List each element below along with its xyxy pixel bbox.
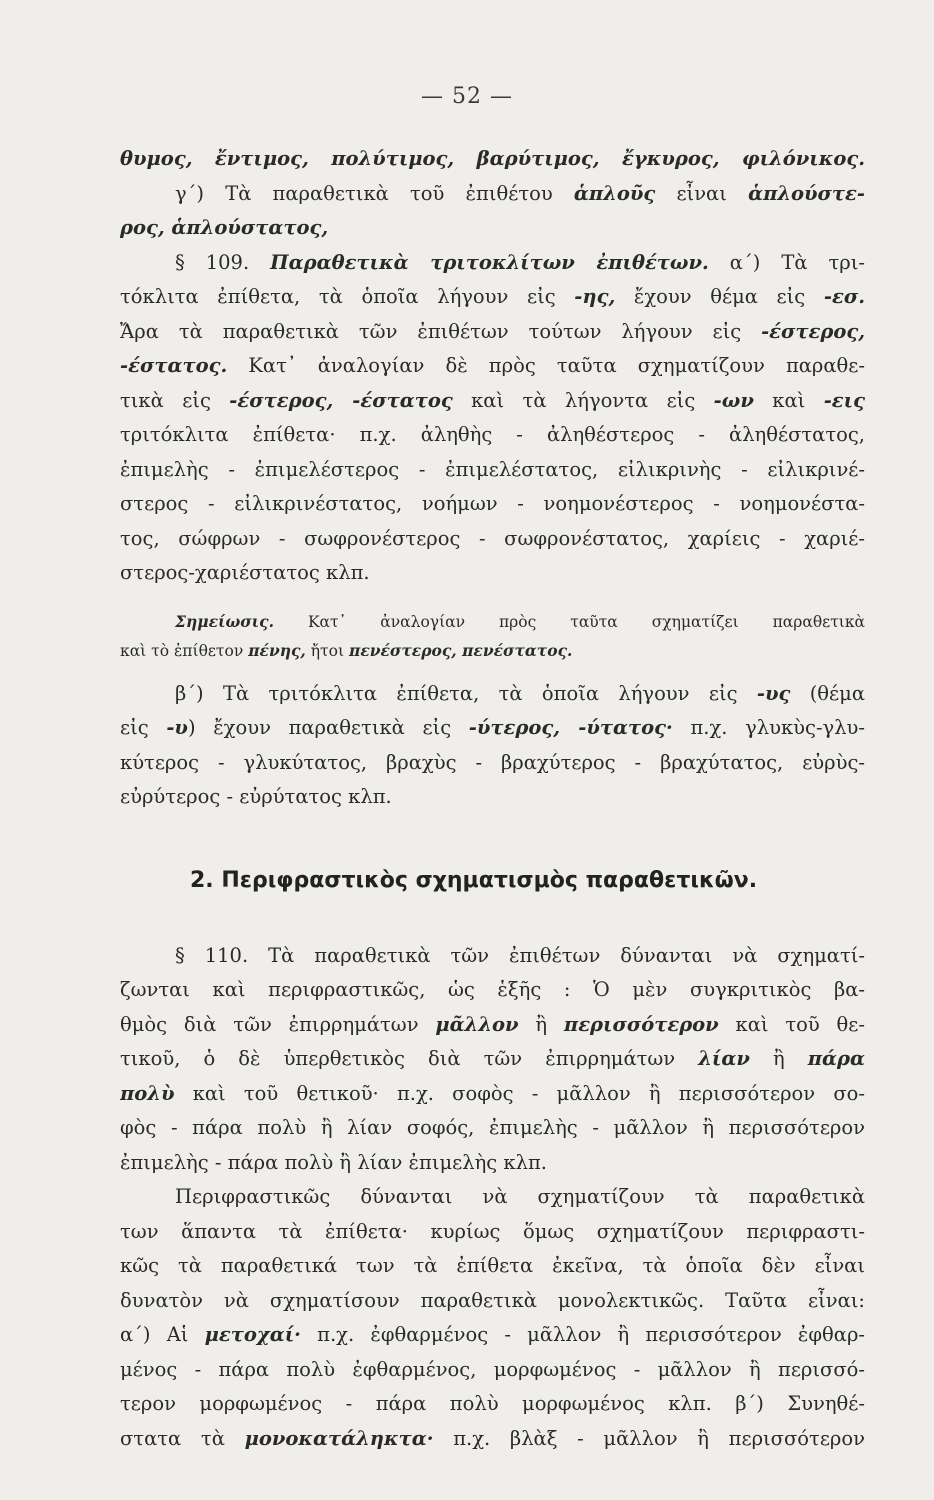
text-run: Κατ᾽ ἀναλογίαν δὲ πρὸς ταῦτα σχηματίζουν παραθε- [227,354,865,377]
text-line [120,211,865,246]
text-run: ἔχουν θέμα εἰς [615,285,824,308]
emphasized-text: μᾶλλον [435,1012,519,1036]
emphasized-text: θυμος, ἔντιμος, πολύτιμος, βαρύτιμος, ἔγκυρος, φιλόνικος. [120,147,865,170]
text-line [120,746,865,781]
text-run: Ἄρα τὰ παραθετικὰ τῶν ἐπιθέτων τούτων λήγουν εἰς [120,319,762,343]
emphasized-text: λίαν [698,1047,750,1070]
emphasized-text: -υ [166,716,188,739]
text-line [120,522,865,557]
text-run: τικὰ εἰς [120,388,230,412]
text-run: π.χ. ἐφθαρμένος - μᾶλλον ἢ περισσότερον ἐφθαρ- [300,1323,865,1346]
text-run: μένος - πάρα πολὺ ἐφθαρμένος, μορφωμένος - μᾶλλον ἢ περισσό- [120,1357,865,1381]
text-run: των ἅπαντα τὰ ἐπίθετα· κυρίως ὅμως σχηματίζουν περιφραστι- [120,1219,865,1243]
text-line [120,349,865,384]
emphasized-text: ἁπλοῦς [573,181,656,205]
section-heading: 2. Περιφραστικὸς σχηματισμὸς παραθετικῶν. [190,867,758,893]
text-run: ἢ [518,1012,564,1036]
emphasized-text: μονοκατάληκτα· [244,1426,434,1450]
text-line [120,315,865,350]
emphasized-text: -έστατος. [120,354,228,377]
emphasized-text: -εσ. [823,285,865,308]
text-run: καὶ τὰ λήγοντα εἰς [452,388,714,412]
text-run: Κατ᾽ ἀναλογίαν πρὸς ταῦτα σχηματίζει παραθετικὰ [274,612,865,631]
text-line [120,677,865,712]
page-number: — 52 — [421,84,513,109]
note-block [120,607,865,665]
text-run: στατα τὰ [120,1426,245,1450]
text-line [120,1008,865,1043]
text-line [120,1387,865,1422]
text-run: δυνατὸν νὰ σχηματίσουν παραθετικὰ μονολεκτικῶς. Ταῦτα εἶναι: [120,1288,865,1312]
text-run: καὶ τοῦ θε- [718,1012,865,1036]
text-line [120,418,865,453]
emphasized-text: -ύτερος, -ύτατος· [468,716,673,739]
text-line [120,1215,865,1250]
text-run: τος, σώφρων - σωφρονέστερος - σωφρονέστατος, χαρίεις - χαριέ- [120,526,865,550]
emphasized-text: πενέστερος, πενέστατος. [348,640,573,660]
text-run: ζωνται καὶ περιφραστικῶς, ὡς ἑξῆς : Ὁ μὲν συγκριτικὸς βα- [120,978,865,1001]
text-line [120,384,865,419]
emphasized-text: -υς [756,681,791,705]
emphasized-text: πάρα [807,1047,865,1070]
text-line [120,607,865,636]
text-run: στερος - εἰλικρινέστατος, νοήμων - νοημονέστερος - νοημονέστα- [120,492,865,515]
text-run: γ΄) Τὰ παραθετικὰ τοῦ ἐπιθέτου [175,181,574,205]
text-line [120,1422,865,1457]
text-run: π.χ. γλυκὺς-γλυ- [672,716,865,739]
text-run: κύτερος - γλυκύτατος, βραχὺς - βραχύτερος - βραχύτατος, εὐρὺς- [120,750,865,774]
text-run: εὐρύτερος - εὐρύτατος κλπ. [120,785,392,808]
text-line [120,1284,865,1319]
text-line [120,1042,865,1077]
emphasized-text: πένης, [248,640,306,660]
emphasized-text: περισσότερον [563,1012,719,1036]
text-line [120,636,865,665]
body-text [120,142,865,1456]
text-run: α΄) Τὰ τρι- [708,250,865,274]
text-run: β΄) Τὰ τριτόκλιτα ἐπίθετα, τὰ ὁποῖα λήγουν εἰς [175,681,757,705]
text-run: α΄) Αἱ [120,1323,205,1346]
text-line [120,142,865,177]
emphasized-text: -εις [823,388,865,412]
emphasized-text: -ης, [574,285,616,308]
text-run: § 109. [175,250,271,274]
paragraph-block-3 [120,939,865,1457]
text-run: στερος-χαριέστατος κλπ. [120,561,370,584]
text-line [120,453,865,488]
text-line [120,1353,865,1388]
emphasized-text: ρος, ἁπλούστατος, [120,216,329,239]
text-line [120,246,865,281]
emphasized-text: πολὺ [120,1081,175,1105]
emphasized-text: ἁπλούστε- [748,181,865,205]
text-run: τικοῦ, ὁ δὲ ὑπερθετικὸς διὰ τῶν ἐπιρρημάτων [120,1047,699,1070]
text-run: τριτόκλιτα ἐπίθετα· π.χ. ἀληθὴς - ἀληθέστερος - ἀληθέστατος, [120,423,865,446]
text-run: καὶ [753,388,824,412]
text-run: ) ἔχουν παραθετικὰ εἰς [187,716,469,739]
text-run: ἤτοι [305,641,349,660]
text-run: (θέμα [790,681,865,705]
text-run: Περιφραστικῶς δύνανται νὰ σχηματίζουν τὰ παραθετικὰ [175,1185,865,1208]
emphasized-text: -ων [713,388,754,412]
emphasized-text: Παραθετικὰ τριτοκλίτων ἐπιθέτων. [270,250,709,274]
text-line [120,973,865,1008]
text-line [120,487,865,522]
text-line [120,1249,865,1284]
emphasized-text: -έστερος, [761,319,865,343]
text-line [120,280,865,315]
text-line [120,1077,865,1112]
text-run: εἶναι [655,181,749,205]
text-run: ἢ [749,1047,808,1070]
text-line [120,177,865,212]
text-line [120,1318,865,1353]
text-run: ἐπιμελὴς - πάρα πολὺ ἢ λίαν ἐπιμελὴς κλπ. [120,1150,547,1174]
text-line [120,939,865,974]
text-line [120,780,865,815]
text-line [120,1146,865,1181]
text-run: φὸς - πάρα πολὺ ἢ λίαν σοφός, ἐπιμελὴς - μᾶλλον ἢ περισσότερον [120,1116,865,1139]
text-run: θμὸς διὰ τῶν ἐπιρρημάτων [120,1012,436,1036]
text-line [120,556,865,591]
emphasized-text: -έστερος, -έστατος [229,388,453,412]
text-line [120,1111,865,1146]
text-run: εἰς [120,716,167,739]
text-run: καὶ τὸ ἐπίθετον [120,641,249,660]
text-run: καὶ τοῦ θετικοῦ· π.χ. σοφὸς - μᾶλλον ἢ περισσότερον σο- [174,1081,865,1105]
text-line [120,1180,865,1215]
text-run: π.χ. βλὰξ - μᾶλλον ἢ περισσότερον [433,1426,865,1450]
text-run: τόκλιτα ἐπίθετα, τὰ ὁποῖα λήγουν εἰς [120,285,575,308]
emphasized-text: μετοχαί· [204,1323,301,1346]
text-run: κῶς τὰ παραθετικά των τὰ ἐπίθετα ἐκεῖνα, τὰ ὁποῖα δὲν εἶναι [120,1254,865,1277]
text-line [120,711,865,746]
text-run: § 110. Τὰ παραθετικὰ τῶν ἐπιθέτων δύνανται νὰ σχηματί- [175,943,865,967]
emphasized-text: Σημείωσις. [175,611,275,631]
text-run: τερον μορφωμένος - πάρα πολὺ μορφωμένος κλπ. β΄) Συνηθέ- [120,1392,865,1415]
paragraph-block-2 [120,677,865,815]
text-run: ἐπιμελὴς - ἐπιμελέστερος - ἐπιμελέστατος, εἰλικρινὴς - εἰλικρινέ- [120,457,865,481]
paragraph-block-1 [120,142,865,591]
